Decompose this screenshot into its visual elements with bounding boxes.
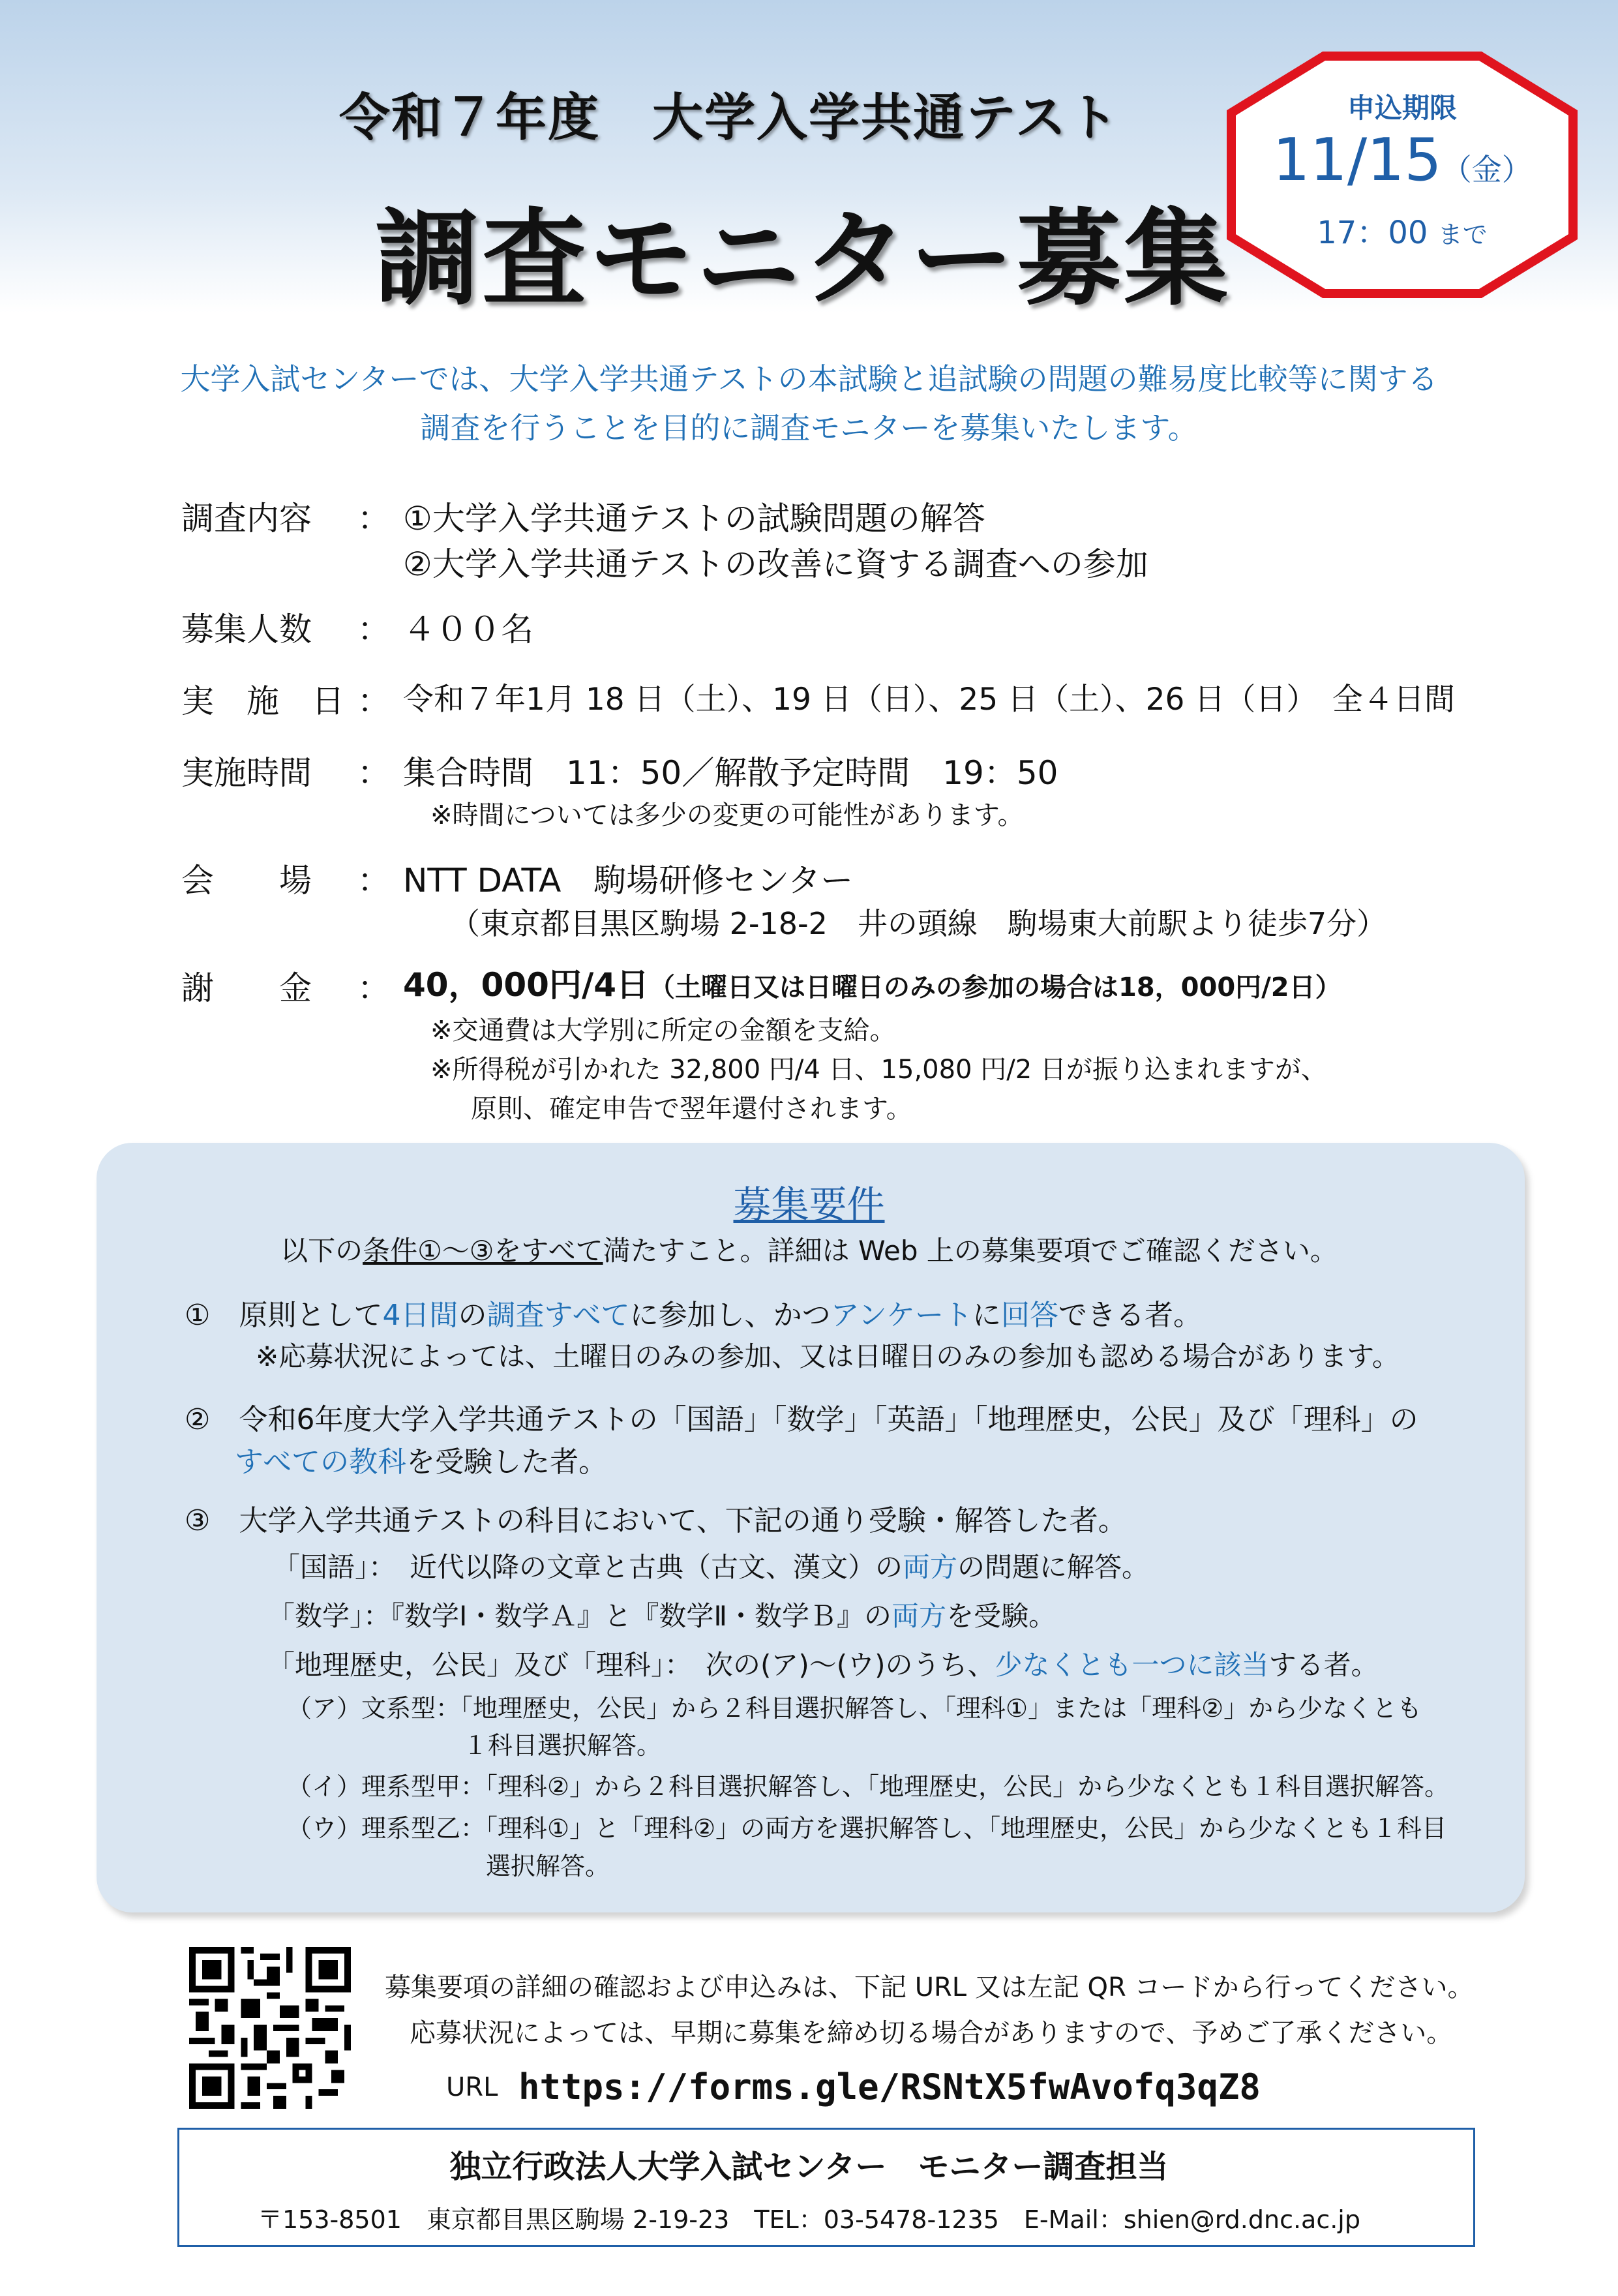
dates-label: 実 施 日	[181, 682, 344, 720]
colon: ：	[357, 969, 390, 1007]
requirements-intro-b: 条件①～③をすべて	[363, 1235, 603, 1267]
fee-note-1: ※交通費は大学別に所定の金額を支給。	[430, 1016, 896, 1046]
colon: ：	[357, 754, 390, 792]
r1-a: 原則として	[239, 1299, 383, 1332]
r3-chiri-c: する者。	[1268, 1649, 1379, 1681]
venue-value: NTT DATA 駒場研修センター	[403, 862, 854, 899]
r1-g: に	[972, 1299, 1001, 1332]
requirement-3-c-2: 選択解答。	[486, 1852, 610, 1881]
time-note: ※時間については多少の変更の可能性があります。	[430, 800, 1024, 830]
r3-kokugo-c: の問題に解答。	[957, 1551, 1150, 1583]
fee-label: 謝 金	[181, 969, 312, 1007]
deadline-label: 申込期限	[1347, 92, 1457, 124]
r3-kokugo-b: 両方	[903, 1551, 958, 1583]
deadline-time-suffix: まで	[1437, 220, 1488, 249]
r1-d: 調査すべて	[487, 1299, 630, 1332]
requirements-title: 募集要件	[733, 1183, 885, 1227]
contact-address: 〒153-8501 東京都目黒区駒場 2-19-23 TEL：03-5478-1235 E-Mail：shien@rd.dnc.ac.jp	[257, 2205, 1360, 2234]
r1-c: の	[458, 1299, 487, 1332]
requirement-3-b-1: （イ）理系型甲：「理科②」から２科目選択解答し、「地理歴史，公民」から少なくとも１科目選択解答。	[287, 1772, 1450, 1801]
requirement-3-chiri	[267, 1644, 1379, 1683]
deadline-badge	[1226, 51, 1578, 299]
colon: ：	[357, 500, 390, 537]
requirement-2-line-2	[235, 1438, 607, 1480]
apply-line-2: 応募状況によっては、早期に募集を締め切る場合がありますので、予めご了承ください。	[410, 2018, 1453, 2048]
requirement-1	[185, 1292, 1202, 1333]
page-subtitle: 令和７年度 大学入学共通テスト	[339, 89, 1120, 147]
r1-f: アンケート	[830, 1299, 972, 1332]
requirement-3-kokugo	[273, 1546, 1149, 1585]
contact-name: 独立行政法人大学入試センター モニター調査担当	[449, 2149, 1169, 2185]
r3-chiri-a: 「地理歴史，公民」及び「理科」： 次の(ア)～(ウ)のうち、	[267, 1649, 995, 1681]
venue-label: 会 場	[181, 862, 312, 899]
requirement-3-a-2: １科目選択解答。	[463, 1731, 662, 1760]
r3-sugaku-b: 両方	[891, 1600, 947, 1632]
fee-value	[403, 959, 1341, 1006]
apply-line-1: 募集要項の詳細の確認および申込みは、下記 URL 又は左記 QR コードから行ってください。	[385, 1972, 1474, 2002]
r3-sugaku-a: 「数学」：『数学Ⅰ・数学Ａ』と『数学Ⅱ・数学Ｂ』の	[267, 1600, 892, 1632]
requirement-2	[185, 1396, 1418, 1438]
requirement-3-num: ③	[185, 1504, 211, 1537]
content-line-1: ①大学入学共通テストの試験問題の解答	[403, 500, 985, 537]
requirements-intro-a: 以下の	[280, 1235, 363, 1267]
fee-amount: 40，000円/4日	[403, 966, 650, 1004]
r2-line2b: を受験した者。	[406, 1445, 608, 1479]
requirement-3-line: 大学入学共通テストの科目において、下記の通り受験・解答した者。	[239, 1504, 1127, 1537]
content-line-2: ②大学入学共通テストの改善に資する調査への参加	[403, 545, 1148, 583]
content-label: 調査内容	[181, 500, 312, 537]
venue-address: （東京都目黒区駒場 2-18-2 井の頭線 駒場東大前駅より徒歩7分）	[450, 906, 1387, 941]
count-value: ４００名	[403, 611, 533, 648]
fee-note-3: 原則、確定申告で翌年還付されます。	[471, 1094, 912, 1124]
r1-i: できる者。	[1058, 1299, 1202, 1332]
r1-e: に参加し、かつ	[629, 1299, 831, 1332]
colon: ：	[357, 682, 390, 720]
r3-sugaku-c: を受験。	[946, 1600, 1056, 1632]
qr-code-icon[interactable]	[189, 1947, 351, 2109]
r1-b: 4日間	[382, 1299, 458, 1332]
colon: ：	[357, 611, 390, 648]
r3-kokugo-a: 「国語」： 近代以降の文章と古典（古文、漢文）の	[273, 1551, 903, 1583]
time-label: 実施時間	[181, 754, 312, 792]
colon: ：	[357, 862, 390, 899]
requirement-3-a-1: （ア）文系型：「地理歴史，公民」から２科目選択解答し、「理科①」または「理科②」から少なくとも	[287, 1694, 1422, 1723]
r3-chiri-b: 少なくとも一つに該当	[995, 1649, 1269, 1681]
deadline-time	[1226, 207, 1578, 252]
time-value: 集合時間 11：50／解散予定時間 19：50	[403, 754, 1058, 792]
url-label: URL	[446, 2072, 498, 2102]
requirement-3-c-1: （ウ）理系型乙：「理科①」と「理科②」の両方を選択解答し、「地理歴史，公民」から少なくとも１科目	[287, 1814, 1447, 1843]
intro-line-1: 大学入試センターでは、大学入学共通テストの本試験と追試験の問題の難易度比較等に関する	[180, 361, 1438, 397]
count-label: 募集人数	[181, 611, 312, 648]
requirement-3	[185, 1497, 1127, 1539]
requirements-intro-c: 満たすこと。詳細は Web 上の募集要項でご確認ください。	[603, 1235, 1338, 1267]
deadline-time-value: 17：00	[1317, 215, 1428, 251]
r2-line2a: すべての教科	[235, 1445, 407, 1479]
requirement-1-note: ※応募状況によっては、土曜日のみの参加、又は日曜日のみの参加も認める場合があります。	[256, 1340, 1400, 1372]
requirement-2-line-1: 令和6年度大学入学共通テストの「国語」「数学」「英語」「地理歴史，公民」及び「理科」の	[239, 1403, 1418, 1436]
application-url-link[interactable]: https://forms.gle/RSNtX5fwAvofq3qZ8	[518, 2066, 1261, 2107]
requirement-1-num: ①	[185, 1299, 211, 1332]
requirement-2-num: ②	[185, 1403, 211, 1436]
fee-note-2: ※所得税が引かれた 32,800 円/4 日、15,080 円/2 日が振り込まれますが、	[430, 1055, 1327, 1085]
dates-value: 令和７年1月 18 日（土）、19 日（日）、25 日（土）、26 日（日） 全４日間	[403, 682, 1455, 718]
requirements-intro	[0, 1230, 1618, 1269]
r1-h: 回答	[1000, 1299, 1058, 1332]
page-title: 調査モニター募集	[375, 198, 1231, 320]
deadline-date	[1226, 126, 1578, 194]
fee-value-note: （土曜日又は日曜日のみの参加の場合は18，000円/2日）	[649, 973, 1341, 1003]
intro-line-2: 調査を行うことを目的に調査モニターを募集いたします。	[420, 410, 1198, 446]
deadline-date-value: 11/15	[1272, 126, 1442, 194]
requirement-3-sugaku	[267, 1595, 1056, 1634]
deadline-weekday: （金）	[1441, 152, 1532, 187]
